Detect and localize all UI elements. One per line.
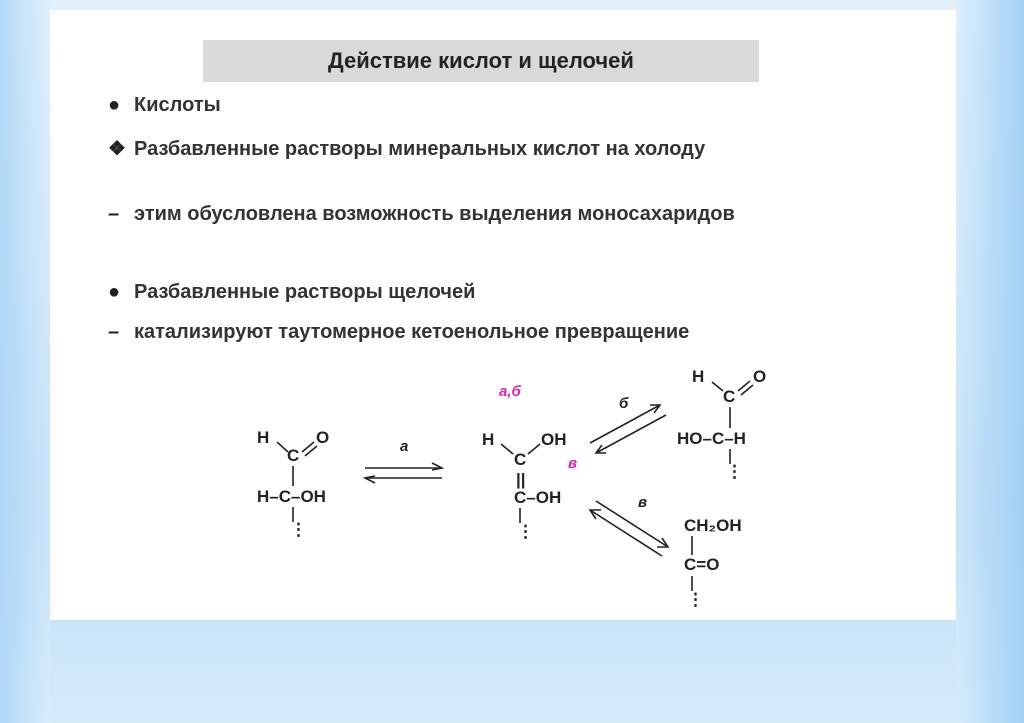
label-b: б: [619, 395, 629, 412]
enediol-double-bond: ||: [516, 470, 526, 489]
label-ab: а,б: [499, 383, 521, 400]
epimer-row2: HO–C–H: [677, 429, 746, 448]
epimer-c1: C: [723, 387, 736, 406]
aldose-h: H: [257, 428, 270, 447]
bullet-marker: –: [108, 321, 120, 343]
reaction-arrows: [50, 10, 956, 620]
enediol-row2: C–OH: [514, 488, 562, 507]
background-left-edge: [0, 0, 50, 723]
bullet-text: катализируют таутомерное кетоенольное превращение: [134, 321, 690, 343]
bullet-text: Кислоты: [134, 94, 221, 116]
bullet-marker: –: [108, 203, 120, 225]
epimer-h: H: [692, 367, 705, 386]
enediol-chain-dots: ⋮: [517, 522, 534, 541]
ketose-row2: C=O: [684, 555, 720, 574]
bullet-text: Разбавленные растворы минеральных кислот на холоду: [134, 138, 706, 160]
bond-h-c: [712, 382, 723, 391]
background-right-edge: [956, 0, 1024, 723]
bond-h-c: [501, 444, 513, 454]
epimer-o: O: [753, 367, 767, 386]
bond-h-c: [277, 442, 288, 452]
bullet-marker: ●: [108, 281, 121, 303]
bullet-marker: ●: [108, 94, 121, 116]
bullet-text: этим обусловлена возможность выделения моносахаридов: [134, 203, 735, 225]
aldose-row2: H–C–OH: [257, 487, 326, 506]
bullet-text: Разбавленные растворы щелочей: [134, 281, 476, 303]
enediol-oh: OH: [541, 430, 567, 449]
aldose-chain-dots: ⋮: [290, 520, 307, 539]
slide: [50, 10, 956, 620]
label-v-pink: в: [568, 455, 578, 472]
enediol-c1: C: [514, 450, 527, 469]
label-v: в: [638, 494, 648, 511]
bullet-marker: ❖: [108, 138, 126, 160]
enediol-h: H: [482, 430, 495, 449]
ketose-chain-dots: ⋮: [687, 590, 704, 609]
aldose-o: O: [316, 428, 330, 447]
aldose-c1: C: [287, 446, 300, 465]
slide-title: Действие кислот и щелочей: [203, 40, 759, 82]
ketose-row1: CH₂OH: [684, 516, 742, 535]
epimer-chain-dots: ⋮: [726, 462, 743, 481]
bond-c-oh: [528, 444, 540, 454]
label-a: а: [400, 438, 409, 455]
